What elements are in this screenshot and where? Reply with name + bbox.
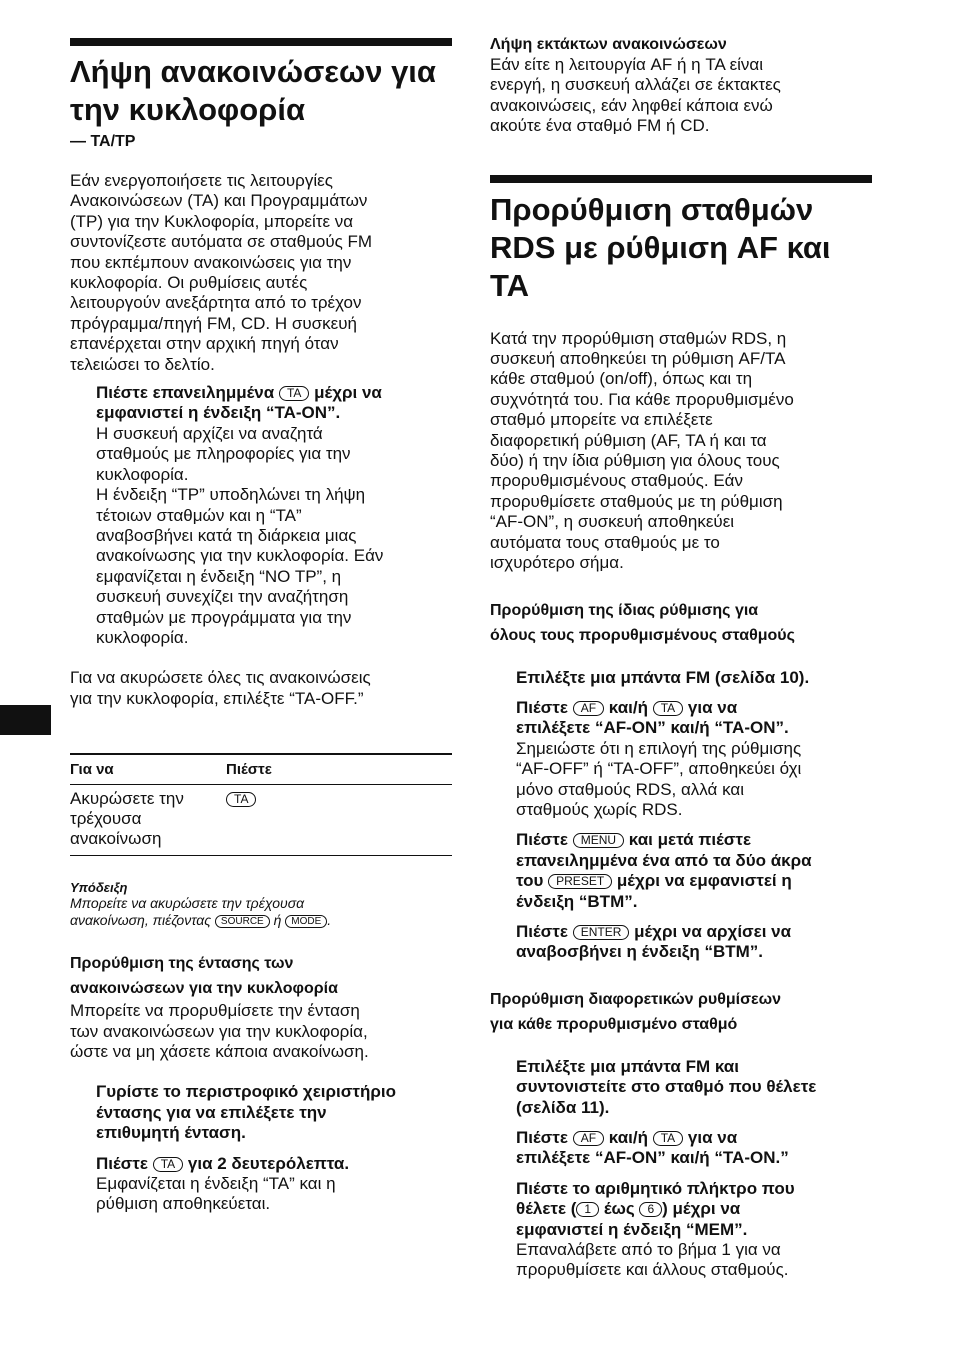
left-column <box>70 0 452 1215</box>
section-rule <box>70 38 452 46</box>
cancel-all-paragraph: Για να ακυρώσετε όλες τις ανακοινώσεις για την κυκλοφορία, επιλέξτε “TA-OFF.” <box>70 668 371 708</box>
table-header: Πιέστε <box>226 755 452 785</box>
ta-button[interactable]: TA <box>153 1157 183 1172</box>
right-column <box>490 0 872 1281</box>
ta-button[interactable]: TA <box>653 1131 683 1146</box>
ta-button[interactable]: TA <box>653 701 683 716</box>
title-line: την κυκλοφορία <box>70 92 305 127</box>
mode-button[interactable]: MODE <box>285 915 327 928</box>
intro-paragraph: Κατά την προρύθμιση σταθμών RDS, η συσκευή αποθηκεύει τη ρύθμιση AF/TA κάθε σταθμού (on/off), όπως και τη συχνότητά του. Για κάθε προρυθμισμένο σταθμό μπορείτε να επιλέξετε διαφορετική ρύθμιση (AF, TA ή και τα δύο) ή την ίδια ρύθμιση για όλους τους προρυθμισμένους σταθμούς. Εάν προρυθμίσετε σταθμούς με τη ρύθμιση “AF-ON”, η συσκευή αποθηκεύει αυτόματα τους σταθμούς με το ισχυρότερο σήμα. <box>490 328 794 573</box>
diff-step-2: Πιέστε AF και/ή TA για να επιλέξετε “AF-ON” και/ή “TA-ON.” <box>516 1128 789 1168</box>
section-rule <box>490 175 872 183</box>
tip-box: Υπόδειξη Μπορείτε να ακυρώσετε την τρέχουσα ανακοίνωση, πιέζοντας SOURCE ή MODE . <box>70 880 452 929</box>
diff-step-3: Πιέστε το αριθμητικό πλήκτρο που θέλετε ( 1 έως 6 ) μέχρι να εμφανιστεί η ένδειξη “MEM”. Επαναλάβετε από το βήμα 1 για να προρυθμίσετε και άλλους σταθμούς. <box>516 1178 795 1280</box>
title-line: Λήψη ανακοινώσεων για <box>70 54 436 89</box>
cancel-table <box>70 753 452 856</box>
volume-step-1: Γυρίστε το περιστροφικό χειριστήριο έντασης για να επιλέξετε την επιθυμητή ένταση. <box>96 1082 396 1143</box>
number-6-button[interactable]: 6 <box>639 1202 662 1217</box>
volume-paragraph: Μπορείτε να προρυθμίσετε την ένταση των ανακοινώσεων για την κυκλοφορία, ώστε να μη χάσετε κάποια ανακοίνωση. <box>70 1001 369 1061</box>
af-button[interactable]: AF <box>573 701 604 716</box>
different-setting-heading: Προρύθμιση διαφορετικών ρυθμίσεων για κάθε προρυθμισμένο σταθμό <box>490 990 782 1033</box>
table-row: Ακυρώσετε την τρέχουσα ανακοίνωση TA <box>70 785 452 856</box>
emergency-heading: Λήψη εκτάκτων ανακοινώσεων <box>490 36 727 53</box>
section-subtitle: — TA/TP <box>70 133 136 150</box>
af-button[interactable]: AF <box>573 1131 604 1146</box>
volume-step-2: Πιέστε TA για 2 δευτερόλεπτα. Εμφανίζεται η ένδειξη “TA” και η ρύθμιση αποθηκεύεται. <box>96 1153 350 1214</box>
menu-button[interactable]: MENU <box>573 833 624 848</box>
source-button[interactable]: SOURCE <box>215 915 270 928</box>
intro-paragraph: Εάν ενεργοποιήσετε τις λειτουργίες Ανακοινώσεων (TA) και Προγραμμάτων (TP) για την Κυκλοφορία, μπορείτε να συντονίζεστε αυτόματα σε σταθμούς FM που εκπέμπουν ανακοινώσεις για την κυκλοφορία. Οι ρυθμίσεις αυτές λειτουργούν ανεξάρτητα από το τρέχον πρόγραμμα/πηγή FM, CD. Η συσκευή επανέρχεται στην αρχική πηγή όταν τελειώσει το δελτίο. <box>70 171 373 374</box>
same-step-2: Πιέστε AF και/ή TA για να επιλέξετε “AF-ON” και/ή “TA-ON”. Σημειώστε ότι η επιλογή της ρύθμισης “AF-OFF” ή “TA-OFF”, αποθηκεύει όχι μόνο σταθμούς RDS, αλλά και σταθμούς χωρίς RDS. <box>516 697 802 819</box>
emergency-paragraph: Εάν είτε η λειτουργία AF ή η TA είναι ενεργή, η συσκευή αλλάζει σε έκτακτες ανακοινώσεις, εάν ληφθεί κάποια ενώ ακούτε ένα σταθμό FM ή CD. <box>490 55 781 136</box>
section-title <box>70 53 452 129</box>
tip-title: Υπόδειξη <box>70 880 128 896</box>
same-step-3: Πιέστε MENU και μετά πιέστε επανειλημμένα ένα από τα δύο άκρα του PRESET μέχρι να εμφανιστεί η ένδειξη “BTM”. <box>516 830 812 911</box>
preset-button[interactable]: PRESET <box>548 874 612 889</box>
ta-button[interactable]: TA <box>226 792 256 807</box>
same-step-4: Πιέστε ENTER μέχρι να αρχίσει να αναβοσβήνει η ένδειξη “BTM”. <box>516 921 792 962</box>
enter-button[interactable]: ENTER <box>573 925 630 940</box>
step-1: Πιέστε επανειλημμένα TA μέχρι να εμφανιστεί η ένδειξη “TA-ON”. Η συσκευή αρχίζει να αναζητά σταθμούς με πληροφορίες για την κυκλοφορία. Η ένδειξη “TP” υποδηλώνει τη λήψη τέτοιων σταθμών και η “TA” αναβοσβήνει κατά τη διάρκεια μιας ανακοίνωσης για την κυκλοφορία. Εάν εμφανίζεται η ένδειξη “NO TP”, η συσκευή συνεχίζει την αναζήτηση σταθμών με προγράμματα για την κυκλοφορία. <box>96 383 384 647</box>
ta-button[interactable]: TA <box>279 386 309 401</box>
section-title: Προρύθμιση σταθμών RDS με ρύθμιση AF και TA <box>490 191 831 303</box>
section-tab-marker <box>0 705 51 735</box>
same-step-1: Επιλέξτε μια μπάντα FM (σελίδα 10). <box>516 667 810 687</box>
volume-heading: Προρύθμιση της έντασης των ανακοινώσεων για την κυκλοφορία <box>70 955 338 998</box>
table-header: Για να <box>70 755 226 785</box>
same-setting-heading: Προρύθμιση της ίδιας ρύθμισης για όλους τους προρυθμισμένους σταθμούς <box>490 601 795 644</box>
diff-step-1: Επιλέξτε μια μπάντα FM και συντονιστείτε στο σταθμό που θέλετε (σελίδα 11). <box>516 1056 817 1117</box>
number-1-button[interactable]: 1 <box>576 1202 599 1217</box>
